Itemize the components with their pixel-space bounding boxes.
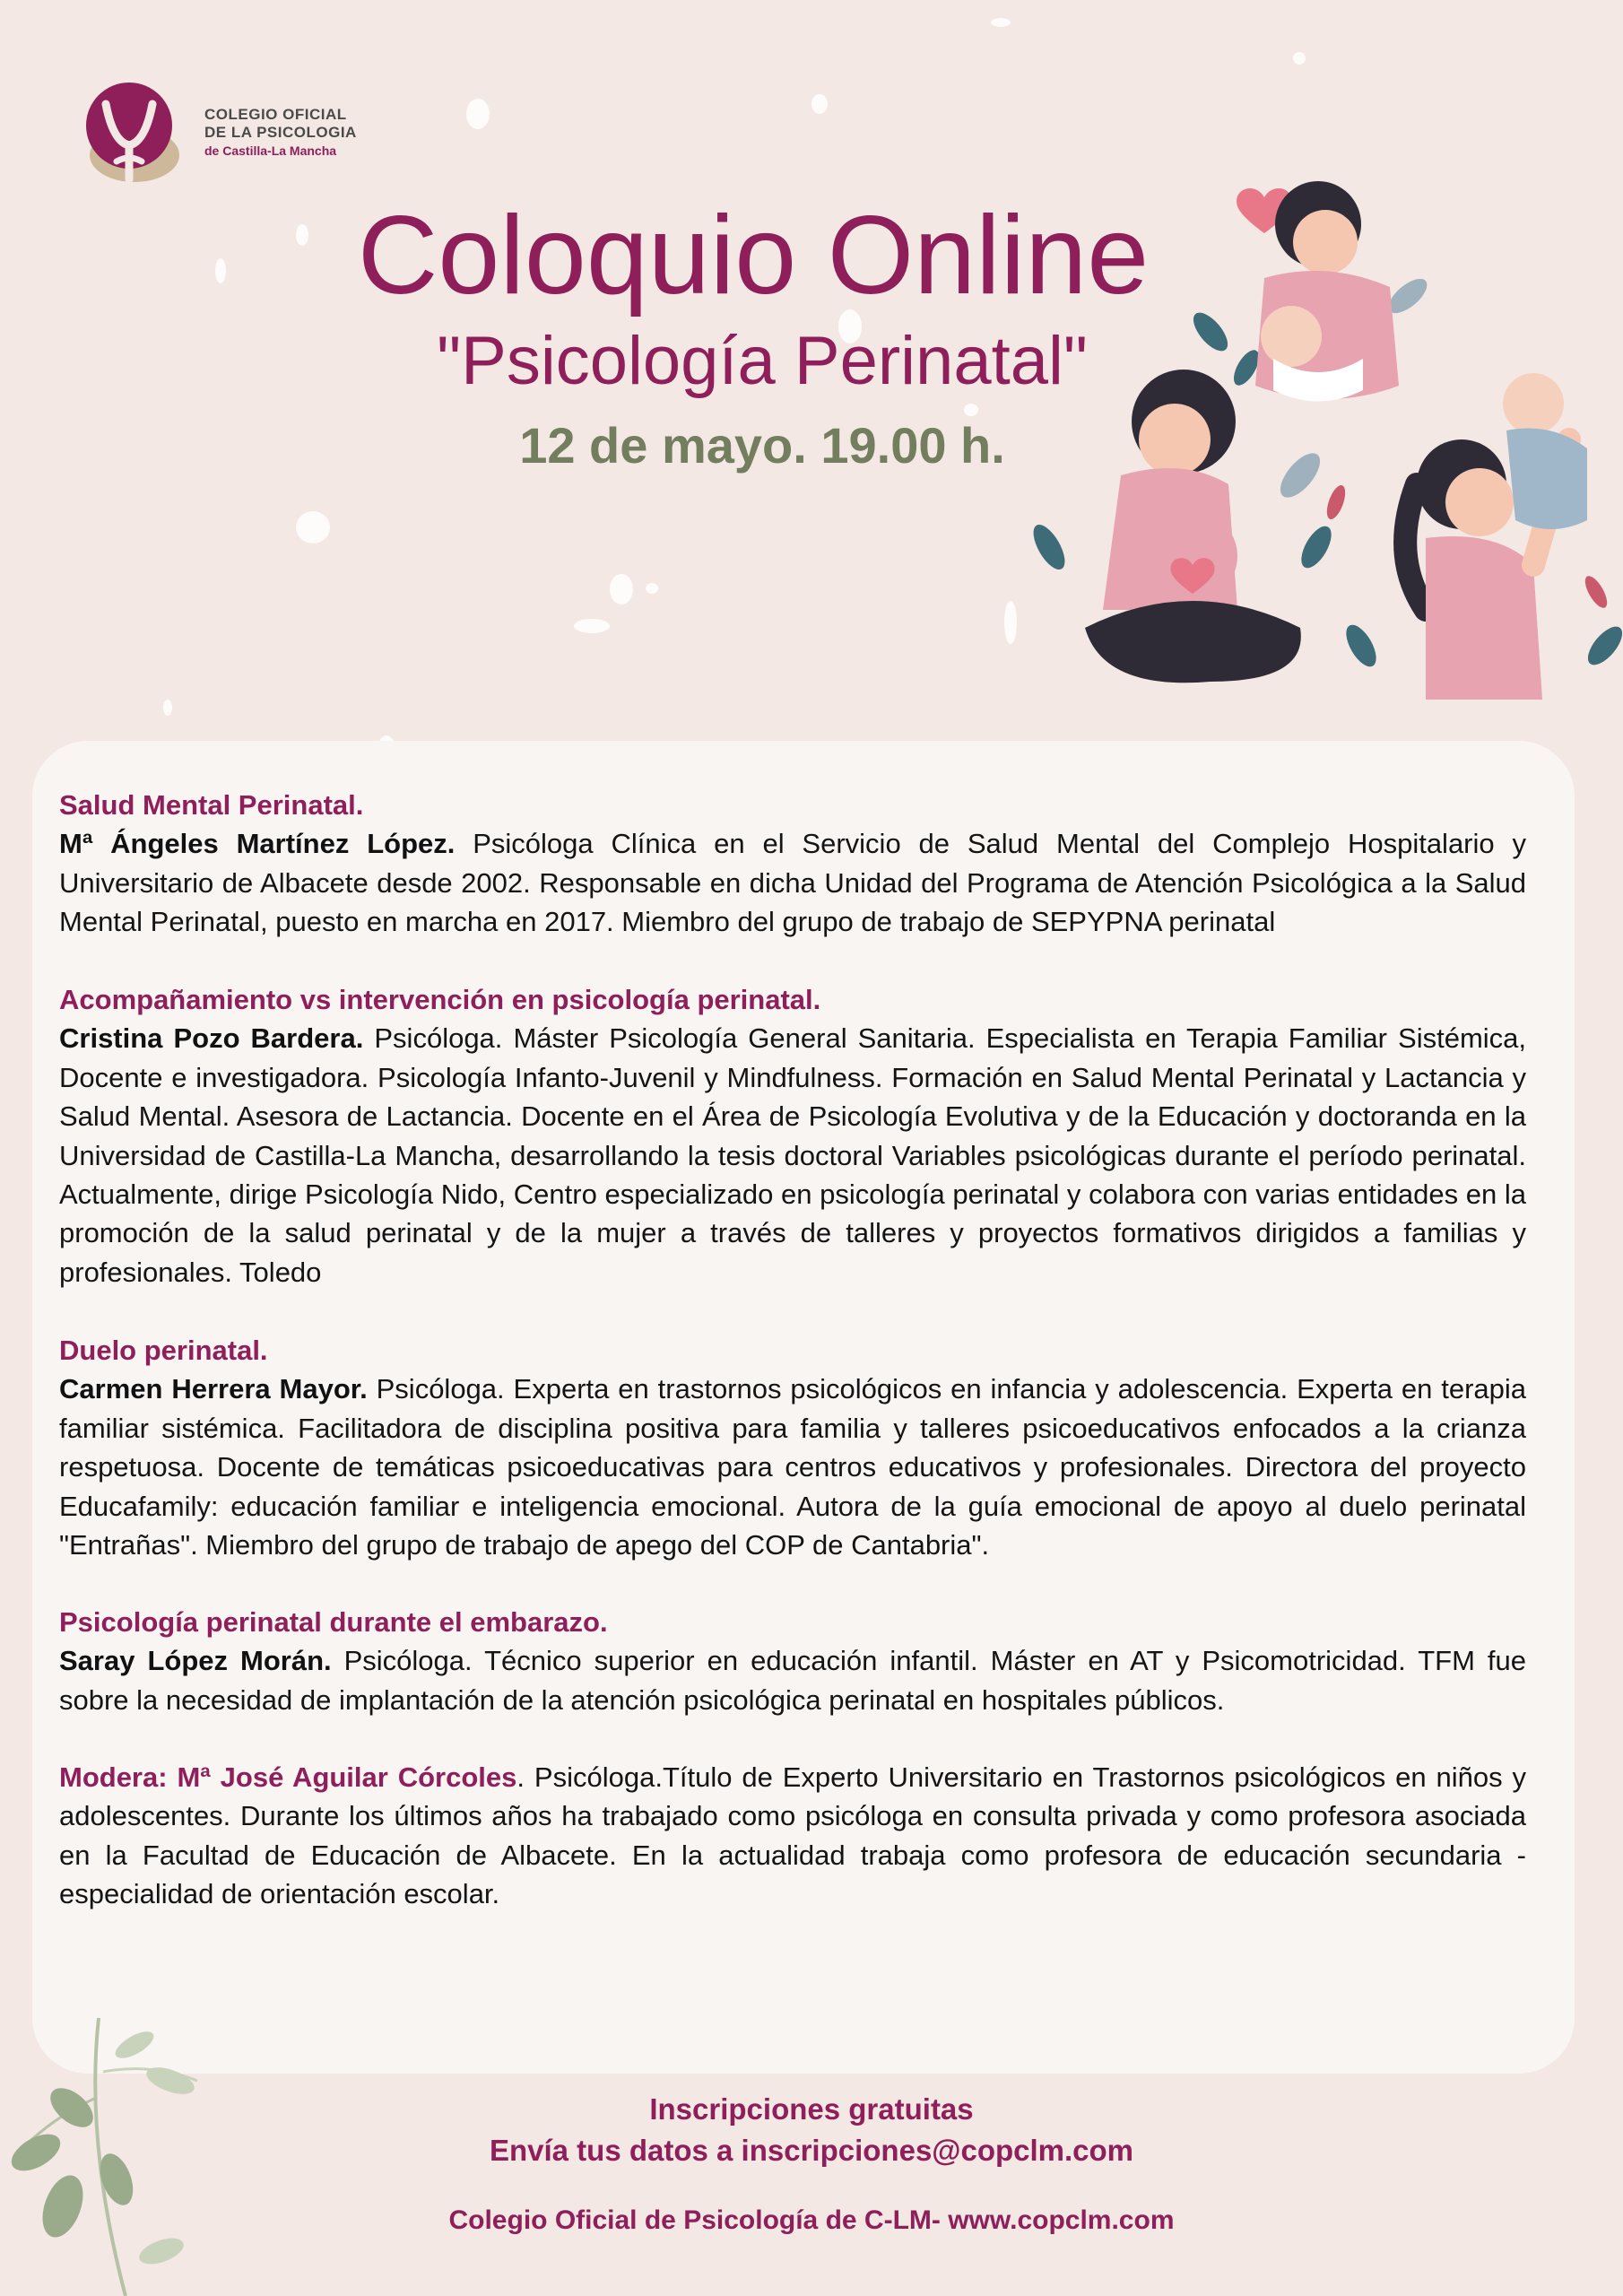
page-title: Coloquio Online (357, 194, 1150, 317)
speaker-bio: Psicóloga. Máster Psicología General Sanitaria. Especialista en Terapia Familiar Sistémica, Docente e investigadora. Psicología Infanto-Juvenil y Mindfulness. Formación en Salud Mental Perinatal y Lactancia y Salud Mental. Asesora de Lactancia. Docente en el Área de Psicología Evolutiva y de la Educación y doctoranda en la Universidad de Castilla-La Mancha, desarrollando la tesis doctoral Variables psicológicas durante el período perinatal. Actualmente, dirige Psicología Nido, Centro especializado en psicología perinatal y colabora con varias entidades en la promoción de la salud perinatal y de la mujer a través de talleres y proyectos formativos dirigidos a familias y profesionales. Toledo (59, 1022, 1527, 1288)
speaker-name: Saray López Morán. (59, 1645, 332, 1677)
moderator-bio: . Psicóloga.Título de Experto Universitario en Trastornos psicológicos en niños y adolescentes. Durante los últimos años ha trabajado como psicóloga en consulta privada y como profesora asociada en la Facultad de Educación de Albacete. En la actualidad trabaja como profesora de educación secundaria - especialidad de orientación escolar. (59, 1761, 1526, 1910)
decorative-speck (991, 18, 1011, 27)
decorative-speck (296, 511, 330, 544)
decorative-speck (812, 94, 828, 114)
section-heading: Salud Mental Perinatal. (59, 789, 364, 821)
decorative-speck (466, 99, 490, 129)
speaker-section (59, 1331, 1526, 1564)
speaker-section (59, 980, 1526, 1292)
send-data-text: Envía tus datos a inscripciones@copclm.com (489, 2134, 1134, 2167)
logo (79, 79, 375, 187)
decorative-speck (1004, 601, 1017, 644)
event-date: 12 de mayo. 19.00 h. (519, 417, 1005, 474)
speaker-section (59, 786, 1526, 942)
speaker-bio: Psicóloga. Experta en trastornos psicológicos en infancia y adolescencia. Experta en terapia familiar sistémica. Facilitadora de disciplina positiva para familia y talleres psicoeducativos enfocados a la crianza respetuosa. Docente de temáticas psicoeducativas para centros educativos y profesionales. Directora del proyecto Educafamily: educación familiar e inteligencia emocional. Autora de la guía emocional de apoyo al duelo perinatal "Entrañas". Miembro del grupo de trabajo de apego del COP de Cantabria". (59, 1373, 1526, 1561)
decorative-speck (610, 574, 633, 604)
registration-text: Inscripciones gratuitas (649, 2092, 974, 2126)
speaker-bio: Psicóloga. Técnico superior en educación infantil. Máster en AT y Psicomotricidad. TFM fue sobre la necesidad de implantación de la atención psicológica perinatal en hospitales públicos. (59, 1645, 1526, 1716)
speaker-section (59, 1603, 1526, 1719)
decorative-speck (574, 619, 610, 633)
speaker-name: Mª Ángeles Martínez López. (59, 828, 456, 860)
section-heading: Acompañamiento vs intervención en psicología perinatal. (59, 984, 821, 1015)
logo-line-1: COLEGIO OFICIAL (204, 106, 347, 123)
section-heading: Duelo perinatal. (59, 1335, 268, 1366)
decorative-speck (1293, 52, 1306, 65)
speaker-name: Carmen Herrera Mayor. (59, 1373, 368, 1405)
psychology-logo-icon (79, 79, 183, 185)
decorative-speck (163, 700, 172, 716)
speaker-name: Cristina Pozo Bardera. (59, 1022, 364, 1055)
organization-footer: Colegio Oficial de Psicología de C-LM- www.copclm.com (448, 2205, 1175, 2235)
moderator-label: Modera: Mª José Aguilar Córcoles (59, 1761, 517, 1793)
speaker-bio: Psicóloga Clínica en el Servicio de Salud Mental del Complejo Hospitalario y Universitario de Albacete desde 2002. Responsable en dicha Unidad del Programa de Atención Psicológica a la Salud Mental Perinatal, puesto en marcha en 2017. Miembro del grupo de trabajo de SEPYPNA perinatal (59, 828, 1526, 938)
page-subtitle: "Psicología Perinatal" (437, 323, 1088, 399)
logo-line-3: de Castilla-La Mancha (204, 144, 337, 158)
logo-line-2: DE LA PSICOLOGIA (204, 124, 357, 141)
decorative-speck (646, 583, 658, 594)
mothers-babies-illustration (1031, 144, 1623, 718)
section-heading: Psicología perinatal durante el embarazo. (59, 1606, 608, 1638)
moderator-section (59, 1758, 1526, 1914)
